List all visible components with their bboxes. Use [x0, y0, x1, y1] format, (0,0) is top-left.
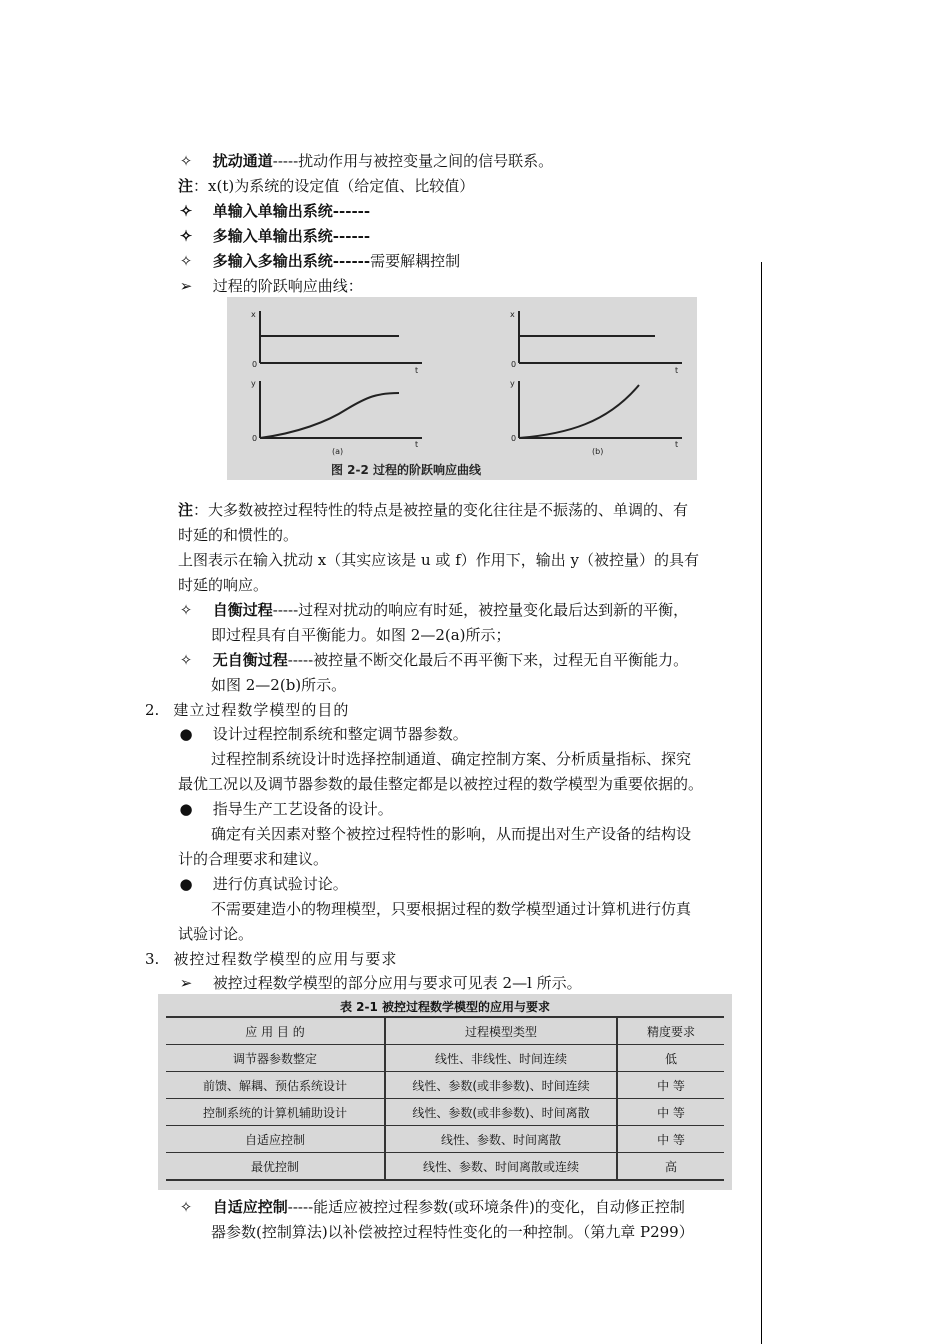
diamond-bullet-icon: ✧	[179, 202, 193, 220]
paragraph: 确定有关因素对整个被控过程特性的影响，从而提出对生产设备的结构设	[211, 825, 692, 843]
table-cell: 前馈、解耦、预估系统设计	[166, 1072, 385, 1099]
table-cell: 线性、参数、时间离散	[385, 1126, 617, 1153]
paragraph: 上图表示在输入扰动 x（其实应该是 u 或 f）作用下，输出 y（被控量）的具有	[178, 551, 699, 569]
table-cell: 低	[617, 1045, 724, 1072]
list-item: ➢ 过程的阶跃响应曲线：	[179, 277, 363, 295]
table-cell: 线性、参数、时间离散或连续	[385, 1153, 617, 1181]
list-item: ➢ 被控过程数学模型的部分应用与要求可见表 2—l 所示。	[179, 974, 582, 992]
figure-label-a: (a)	[332, 447, 344, 456]
table-cell: 自适应控制	[166, 1126, 385, 1153]
table-header: 精度要求	[617, 1017, 724, 1045]
diamond-bullet-icon: ✧	[179, 601, 193, 619]
table-cell: 中 等	[617, 1099, 724, 1126]
data-table	[166, 1016, 724, 1181]
axis-t-b2: t	[675, 440, 679, 449]
diamond-bullet-icon: ✧	[179, 227, 193, 245]
table-cell: 最优控制	[166, 1153, 385, 1181]
axis-label-y-a: y	[251, 379, 256, 388]
axis-zero-a: 0	[252, 360, 258, 369]
figure-caption: 图 2-2 过程的阶跃响应曲线	[331, 463, 482, 477]
dot-bullet-icon: ●	[179, 875, 193, 893]
list-item-cont: 器参数(控制算法)以补偿被控过程特性变化的一种控制。（第九章 P299）	[211, 1223, 694, 1241]
diamond-bullet-icon: ✧	[179, 252, 193, 270]
table-cell: 控制系统的计算机辅助设计	[166, 1099, 385, 1126]
table-caption: 表 2-1 被控过程数学模型的应用与要求	[339, 1000, 551, 1014]
paragraph-cont: 计的合理要求和建议。	[178, 850, 329, 868]
paragraph-cont: 最优工况以及调节器参数的最佳整定都是以被控过程的数学模型为重要依据的。	[178, 775, 704, 793]
axis-zero-b2: 0	[511, 434, 517, 443]
section-heading-2: 2. 建立过程数学模型的目的	[145, 701, 350, 719]
paragraph-cont: 试验讨论。	[178, 925, 254, 943]
axis-label-x-a: x	[251, 310, 256, 319]
axis-t-a2: t	[415, 440, 419, 449]
paragraph-cont: 时延的响应。	[178, 576, 269, 594]
note-paragraph-cont: 时延的和惯性的。	[178, 526, 299, 544]
table-cell: 线性、参数(或非参数)、时间离散	[385, 1099, 617, 1126]
figure-label-b: (b)	[592, 447, 604, 456]
table-row	[166, 1072, 724, 1099]
list-item: ● 设计过程控制系统和整定调节器参数。	[179, 725, 468, 743]
arrow-bullet-icon: ➢	[179, 974, 193, 992]
list-item: ● 指导生产工艺设备的设计。	[179, 800, 393, 818]
diamond-bullet-icon: ✧	[179, 651, 193, 669]
list-item: ✧ 多输入单输出系统------	[179, 227, 371, 245]
step-response-curves	[227, 297, 697, 480]
table-cell: 中 等	[617, 1126, 724, 1153]
diamond-bullet-icon: ✧	[179, 152, 193, 170]
axis-zero-b: 0	[511, 360, 517, 369]
paragraph: 不需要建造小的物理模型，只要根据过程的数学模型通过计算机进行仿真	[211, 900, 692, 918]
list-item: ✧ 扰动通道-----扰动作用与被控变量之间的信号联系。	[179, 152, 554, 170]
list-item-cont: 即过程具有自平衡能力。如图 2—2(a)所示；	[211, 626, 511, 644]
axis-t-a: t	[415, 366, 419, 375]
axis-label-x-b: x	[510, 310, 515, 319]
table-header: 过程模型类型	[385, 1017, 617, 1045]
list-item-cont: 如图 2—2(b)所示。	[211, 676, 347, 694]
table-cell: 线性、参数(或非参数)、时间连续	[385, 1072, 617, 1099]
list-item: ● 进行仿真试验讨论。	[179, 875, 348, 893]
paragraph: 过程控制系统设计时选择控制通道、确定控制方案、分析质量指标、探究	[211, 750, 692, 768]
axis-zero-a2: 0	[252, 434, 258, 443]
note-line: 注：x(t)为系统的设定值（给定值、比较值）	[178, 177, 475, 195]
note-paragraph: 注：大多数被控过程特性的特点是被控量的变化往往是不振荡的、单调的、有	[178, 501, 689, 519]
dot-bullet-icon: ●	[179, 800, 193, 818]
table-cell: 中 等	[617, 1072, 724, 1099]
table-cell: 线性、非线性、时间连续	[385, 1045, 617, 1072]
diamond-bullet-icon: ✧	[179, 1198, 193, 1216]
axis-label-y-b: y	[510, 379, 515, 388]
table-row	[166, 1099, 724, 1126]
table-header-row	[166, 1017, 724, 1045]
table-cell: 高	[617, 1153, 724, 1181]
list-item-adaptive: ✧ 自适应控制-----能适应被控过程参数(或环境条件)的变化，自动修正控制	[179, 1198, 685, 1216]
list-item: ✧ 多输入多输出系统------需要解耦控制	[179, 252, 461, 270]
list-item: ✧ 单输入单输出系统------	[179, 202, 371, 220]
list-item-no-self-balance: ✧ 无自衡过程-----被控量不断交化最后不再平衡下来，过程无自平衡能力。	[179, 651, 689, 669]
arrow-bullet-icon: ➢	[179, 277, 193, 295]
table-row	[166, 1045, 724, 1072]
margin-rule	[761, 262, 762, 1344]
section-heading-3: 3. 被控过程数学模型的应用与要求	[145, 950, 398, 968]
table-cell: 调节器参数整定	[166, 1045, 385, 1072]
model-application-table	[158, 994, 732, 1190]
step-response-figure	[227, 297, 697, 480]
table-row	[166, 1153, 724, 1181]
table-header: 应 用 目 的	[166, 1017, 385, 1045]
dot-bullet-icon: ●	[179, 725, 193, 743]
axis-t-b: t	[675, 366, 679, 375]
list-item-self-balance: ✧ 自衡过程-----过程对扰动的响应有时延，被控量变化最后达到新的平衡，	[179, 601, 689, 619]
table-row	[166, 1126, 724, 1153]
